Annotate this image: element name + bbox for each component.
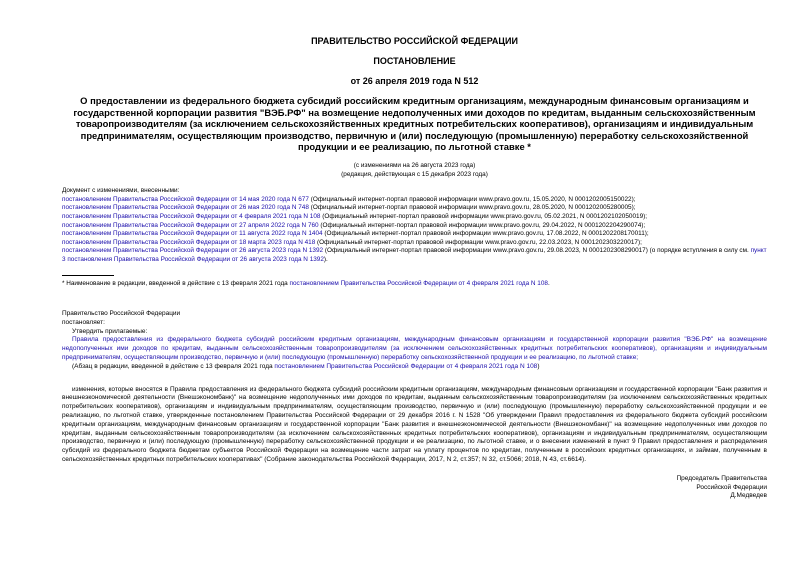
amendment-link[interactable]: постановлением Правительства Российской Федерации от 11 августа 2022 года N 1404 bbox=[62, 230, 323, 238]
amendment-source: (Официальный интернет-портал правовой информации www.pravo.gov.ru, 29.04.2022, N 0001202204290074); bbox=[318, 221, 646, 229]
amendment-source: (Официальный интернет-портал правовой информации www.pravo.gov.ru, 22.03.2023, N 0001202303220017); bbox=[315, 238, 642, 246]
amendments-block bbox=[62, 187, 767, 264]
signature-org: Российской Федерации bbox=[696, 483, 767, 491]
amendments-intro: Документ с изменениями, внесенными: bbox=[62, 187, 180, 195]
amendment-item bbox=[62, 204, 767, 213]
amendment-item bbox=[62, 213, 767, 222]
amendment-link[interactable]: постановлением Правительства Российской Федерации от 26 мая 2020 года N 748 bbox=[62, 204, 309, 212]
edition-note: (редакция, действующая с 15 декабря 2023 года) bbox=[341, 170, 488, 178]
document-date: от 26 апреля 2019 года N 512 bbox=[350, 76, 479, 86]
amendment-link[interactable]: постановлением Правительства Российской Федерации от 18 марта 2023 года N 418 bbox=[62, 238, 316, 246]
signature-block bbox=[62, 475, 767, 501]
amendment-source: (Официальный интернет-портал правовой информации www.pravo.gov.ru, 15.05.2020, N 0001202005150022); bbox=[308, 195, 636, 203]
amendment-source: (Официальный интернет-портал правовой информации www.pravo.gov.ru, 17.08.2022, N 0001202208170011); bbox=[322, 230, 649, 238]
footnote-divider bbox=[62, 275, 114, 276]
amendment-source: (Официальный интернет-портал правовой информации www.pravo.gov.ru, 28.05.2020, N 0001202005280005); bbox=[308, 204, 636, 212]
amendment-link[interactable]: постановлением Правительства Российской Федерации от 27 апреля 2022 года N 760 bbox=[62, 221, 319, 229]
government-line: Правительство Российской Федерации bbox=[62, 310, 181, 318]
footnote-link[interactable]: постановлением Правительства Российской Федерации от 4 февраля 2021 года N 108 bbox=[289, 279, 548, 287]
amendment-source: (Официальный интернет-портал правовой информации www.pravo.gov.ru, 29.08.2023, N 0001202308290017) (о порядке вступления в силу см. bbox=[323, 247, 751, 255]
amendment-source: (Официальный интернет-портал правовой информации www.pravo.gov.ru, 05.02.2021, N 0001202102050019); bbox=[320, 212, 648, 220]
amendment-link[interactable]: постановлением Правительства Российской Федерации от 26 августа 2023 года N 1392 bbox=[62, 247, 324, 255]
amendment-link[interactable]: постановлением Правительства Российской Федерации от 4 февраля 2021 года N 108 bbox=[62, 212, 321, 220]
abzac-link[interactable]: постановлением Правительства Российской Федерации от 4 февраля 2021 года N 108 bbox=[274, 362, 538, 370]
amendment-item bbox=[62, 230, 767, 239]
footnote-end: . bbox=[547, 279, 550, 287]
signature-title: Председатель Правительства bbox=[676, 474, 767, 482]
changes-note: (с изменениями на 26 августа 2023 года) bbox=[353, 161, 476, 169]
rules-link[interactable]: Правила предоставления из федерального бюджета субсидий российским кредитным организациям, международным финансовым организациям и государственной корпорации развития "ВЭБ.РФ" на возмещение недополученных ими доходов по кредитам, выданным сельскохозяйственным товаропроизводителям (за исключением сельскохозяйственных кредитных потребительских кооперативов), организациям и индивидуальным предпринимателям, осуществляющим производство, первичную и (или) последующую (промышленную) переработку сельскохозяйственной продукции и ее реализацию, по льготной ставке; bbox=[62, 336, 767, 362]
document-type: ПОСТАНОВЛЕНИЕ bbox=[373, 56, 456, 66]
footnote-text: * Наименование в редакции, введенной в действие с 13 февраля 2021 года bbox=[62, 279, 290, 287]
abzac-text: (Абзац в редакции, введенной в действие с 13 февраля 2021 года bbox=[72, 362, 275, 370]
footnote bbox=[62, 280, 767, 289]
amendment-item bbox=[52, 247, 767, 264]
rules-paragraph bbox=[62, 336, 767, 362]
signature-name: Д.Медведев bbox=[730, 492, 767, 500]
amendment-source-end: ). bbox=[323, 255, 328, 263]
amendment-item bbox=[62, 222, 767, 231]
abzac-end: ) bbox=[537, 362, 540, 370]
changes-paragraph: изменения, которые вносятся в Правила предоставления из федерального бюджета субсидий российским кредитным организациям, международным финансовым организациям и государственной корпорации "Банк развития и внешнеэкономической деятельности (Внешэкономбанк)" на возмещение недополученных ими доходов по кредитам, выданным сельскохозяйственным товаропроизводителям (за исключением сельскохозяйственных кредитных потребительских кооперативов), организациям и индивидуальным предпринимателям, осуществляющим производство, первичную и (или) последующую (промышленную) переработку сельскохозяйственной продукции и ее реализацию, по льготной ставке, утвержденные постановлением Правительства Российской Федерации от 29 декабря 2016 г. N 1528 "Об утверждении Правил предоставления из федерального бюджета субсидий российским кредитным организациям, международным финансовым организациям и государственной корпорации "Банк развития и внешнеэкономической деятельности (Внешэкономбанк)" на возмещение недополученных ими доходов по кредитам, выданным сельскохозяйственным товаропроизводителям (за исключением сельскохозяйственных кредитных потребительских кооперативов), организациям и индивидуальным предпринимателям, осуществляющим производство, первичную и (или) последующую (промышленную) переработку сельскохозяйственной продукции и ее реализацию, по льготной ставке, и о внесении изменений в пункт 9 Правил предоставления и распределения субсидий из федерального бюджета бюджетам субъектов Российской Федерации на возмещение части затрат на уплату процентов по кредитам, полученным в российских кредитных организациях, и займам, полученным в сельскохозяйственных кредитных потребительских кооперативах" (Собрание законодательства Российской Федерации, 2017, N 2, ст.357; N 32, ст.5066; 2018, N 43, ст.6614). bbox=[62, 385, 767, 464]
abzac-note bbox=[62, 363, 767, 372]
document-title: О предоставлении из федерального бюджета субсидий российским кредитным организациям, международным финансовым организациям и государственной корпорации развития "ВЭБ.РФ" на возмещение недополученных ими доходов по кредитам, выданным сельскохозяйственным товаропроизводителям (за исключением сельскохозяйственных кредитных потребительских кооперативов), организациям и индивидуальным предпринимателям, осуществляющим производство, первичную и (или) последующую (промышленную) переработку сельскохозяйственной продукции и ее реализацию, по льготной ставке * bbox=[73, 95, 756, 153]
amendment-link[interactable]: постановлением Правительства Российской Федерации от 14 мая 2020 года N 677 bbox=[62, 195, 309, 203]
entry-into-force-link[interactable]: пункт 3 постановления Правительства Российской Федерации от 26 августа 2023 года N 1392 bbox=[62, 247, 767, 263]
approve-line: Утвердить прилагаемые: bbox=[72, 327, 148, 335]
decrees-line: постановляет: bbox=[62, 318, 105, 326]
government-heading: ПРАВИТЕЛЬСТВО РОССИЙСКОЙ ФЕДЕРАЦИИ bbox=[311, 36, 518, 46]
